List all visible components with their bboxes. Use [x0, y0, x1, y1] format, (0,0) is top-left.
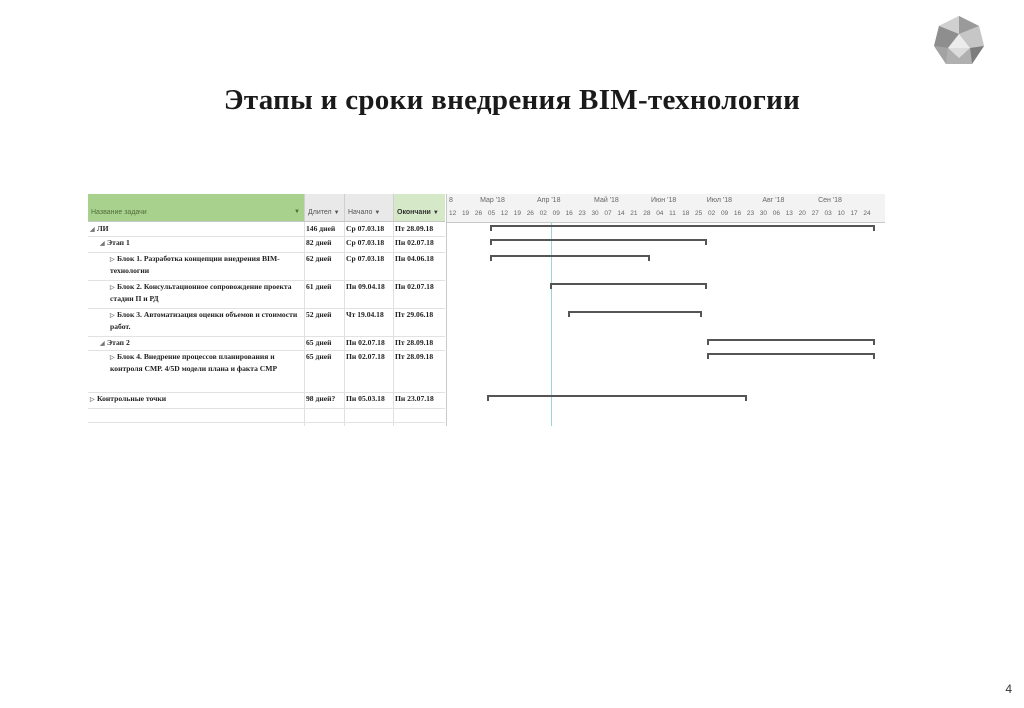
- timeline-day: 28: [643, 210, 651, 217]
- polyhedron-logo-icon: [932, 14, 986, 68]
- task-start: Пн 09.04.18: [346, 282, 385, 291]
- task-name-cell: [88, 310, 302, 332]
- task-name-cell: [88, 282, 302, 304]
- column-header-duration-label: Длител: [308, 209, 332, 216]
- task-start: Пн 02.07.18: [346, 352, 385, 361]
- task-name: Этап 1: [107, 238, 130, 247]
- table-row[interactable]: [88, 392, 445, 409]
- gantt-summary-bar[interactable]: [707, 339, 875, 341]
- collapse-icon[interactable]: ◢: [100, 241, 105, 247]
- gantt-summary-bar[interactable]: [490, 255, 649, 257]
- timeline-day: 23: [746, 210, 755, 217]
- timeline-day: 05: [487, 210, 496, 217]
- task-name-cell: [88, 352, 302, 374]
- timeline-day: 30: [759, 210, 768, 217]
- task-name-cell: [88, 394, 302, 406]
- expand-icon[interactable]: ▷: [90, 397, 95, 403]
- timeline-day: 02: [539, 210, 547, 217]
- column-header-name[interactable]: [88, 194, 304, 222]
- task-name: Этап 2: [107, 338, 130, 347]
- column-header-duration[interactable]: [304, 194, 344, 222]
- task-duration: 52 дней: [306, 310, 332, 319]
- timeline-day: 13: [785, 210, 793, 217]
- gantt-summary-bar[interactable]: [707, 353, 875, 355]
- timeline-month: Сен '18: [818, 197, 842, 204]
- gantt-chart: [88, 194, 884, 426]
- timeline-month: Июл '18: [706, 197, 732, 204]
- timeline-day: 14: [617, 210, 625, 217]
- task-end: Пт 29.06.18: [395, 310, 434, 319]
- dropdown-arrow-icon[interactable]: ▼: [374, 209, 381, 216]
- task-end: Пт 28.09.18: [395, 224, 434, 233]
- timeline-day: 26: [526, 210, 534, 217]
- task-start: Чт 19.04.18: [346, 310, 384, 319]
- timeline-day: 25: [695, 210, 703, 217]
- gantt-summary-bar[interactable]: [490, 239, 706, 241]
- timeline-day: 10: [837, 210, 845, 217]
- gantt-summary-bar[interactable]: [490, 225, 875, 227]
- task-end: Пн 02.07.18: [395, 282, 434, 291]
- table-row[interactable]: [88, 280, 445, 309]
- task-name: Контрольные точки: [97, 394, 167, 403]
- gantt-summary-bar[interactable]: [550, 283, 707, 285]
- task-end: Пн 23.07.18: [395, 394, 434, 403]
- table-row[interactable]: [88, 350, 445, 393]
- timeline-day: 12: [500, 210, 509, 217]
- timeline-day: 02: [708, 210, 716, 217]
- expand-icon[interactable]: ▷: [110, 257, 115, 263]
- timeline-day: 07: [604, 210, 612, 217]
- gantt-summary-bar[interactable]: [568, 311, 701, 313]
- timeline-month: 8: [449, 197, 453, 204]
- task-duration: 65 дней: [306, 338, 332, 347]
- task-name-cell: [88, 224, 302, 236]
- task-duration: 82 дней: [306, 238, 332, 247]
- task-start: Ср 07.03.18: [346, 224, 385, 233]
- task-table: [88, 194, 445, 426]
- task-start: Ср 07.03.18: [346, 254, 385, 263]
- timeline-header: [447, 194, 885, 223]
- gantt-summary-bar[interactable]: [487, 395, 747, 397]
- task-name-cell: [88, 238, 302, 250]
- task-name: Блок 3. Автоматизация оценки объемов и стоимости работ.: [110, 310, 298, 331]
- table-row[interactable]: [88, 222, 445, 237]
- expand-icon[interactable]: ▷: [110, 313, 115, 319]
- timeline-day: 21: [630, 210, 638, 217]
- timeline-day: 03: [824, 210, 832, 217]
- task-name: ЛИ: [97, 224, 109, 233]
- collapse-icon[interactable]: ◢: [100, 341, 105, 347]
- timeline-month: Мар '18: [480, 197, 505, 204]
- timeline-day: 20: [798, 210, 806, 217]
- task-name-cell: [88, 254, 302, 276]
- timeline-day: 09: [720, 210, 729, 217]
- timeline-day: 16: [733, 210, 742, 217]
- timeline-month: Апр '18: [537, 197, 561, 204]
- timeline-day: 26: [474, 210, 483, 217]
- task-name: Блок 1. Разработка концепции внедрения BIM-технологии: [110, 254, 280, 275]
- column-header-start[interactable]: [344, 194, 393, 222]
- empty-row[interactable]: [88, 408, 445, 423]
- timeline-day: 30: [591, 210, 599, 217]
- table-row[interactable]: [88, 236, 445, 253]
- column-header-end[interactable]: [393, 194, 445, 222]
- task-start: Пн 05.03.18: [346, 394, 385, 403]
- table-row[interactable]: [88, 336, 445, 351]
- slide-title: Этапы и сроки внедрения BIM-технологии: [223, 84, 801, 116]
- table-row[interactable]: [88, 308, 445, 337]
- timeline-day: 19: [513, 210, 521, 217]
- task-duration: 65 дней: [306, 352, 332, 361]
- timeline-day: 12: [449, 210, 457, 217]
- column-header-end-label: Окончани: [397, 209, 431, 216]
- timeline-month: Авг '18: [762, 197, 785, 204]
- task-duration: 62 дней: [306, 254, 332, 263]
- timeline-day: 17: [850, 210, 858, 217]
- task-name-cell: [88, 338, 302, 350]
- task-start: Пн 02.07.18: [346, 338, 385, 347]
- task-start: Ср 07.03.18: [346, 238, 385, 247]
- task-duration: 146 дней: [306, 224, 336, 233]
- timeline-day: 18: [682, 210, 690, 217]
- expand-icon[interactable]: ▷: [110, 355, 115, 361]
- timeline-month: Июн '18: [651, 197, 677, 204]
- column-header-name-label: Название задачи: [91, 209, 147, 216]
- dropdown-arrow-icon[interactable]: ▼: [294, 209, 300, 215]
- timeline-day: 04: [656, 210, 664, 217]
- task-end: Пт 28.09.18: [395, 338, 434, 347]
- dropdown-arrow-icon[interactable]: ▼: [432, 209, 439, 216]
- timeline-day: 19: [461, 210, 470, 217]
- task-end: Пт 28.09.18: [395, 352, 434, 361]
- timeline-month: Май '18: [594, 197, 619, 204]
- task-duration: 98 дней?: [306, 394, 336, 403]
- collapse-icon[interactable]: ◢: [90, 227, 95, 233]
- gantt-timeline: [446, 194, 885, 426]
- task-name: Блок 4. Внедрение процессов планирования и контроля СМР. 4/5D модели плана и факта СМР: [110, 352, 278, 373]
- timeline-day: 23: [578, 210, 586, 217]
- timeline-day: 27: [811, 210, 819, 217]
- dropdown-arrow-icon[interactable]: ▼: [333, 209, 340, 216]
- column-header-start-label: Начало: [348, 209, 373, 216]
- timeline-day: 24: [863, 210, 871, 217]
- table-row[interactable]: [88, 252, 445, 281]
- page-number: 4: [1005, 682, 1012, 696]
- task-name: Блок 2. Консультационное сопровождение проекта стадии П и РД: [110, 282, 292, 303]
- timeline-day: 11: [669, 210, 676, 217]
- timeline-day: 06: [772, 210, 780, 217]
- timeline-day: 09: [552, 210, 560, 217]
- task-duration: 61 дней: [306, 282, 332, 291]
- expand-icon[interactable]: ▷: [110, 285, 115, 291]
- task-end: Пн 02.07.18: [395, 238, 434, 247]
- timeline-day: 16: [565, 210, 573, 217]
- task-end: Пн 04.06.18: [395, 254, 434, 263]
